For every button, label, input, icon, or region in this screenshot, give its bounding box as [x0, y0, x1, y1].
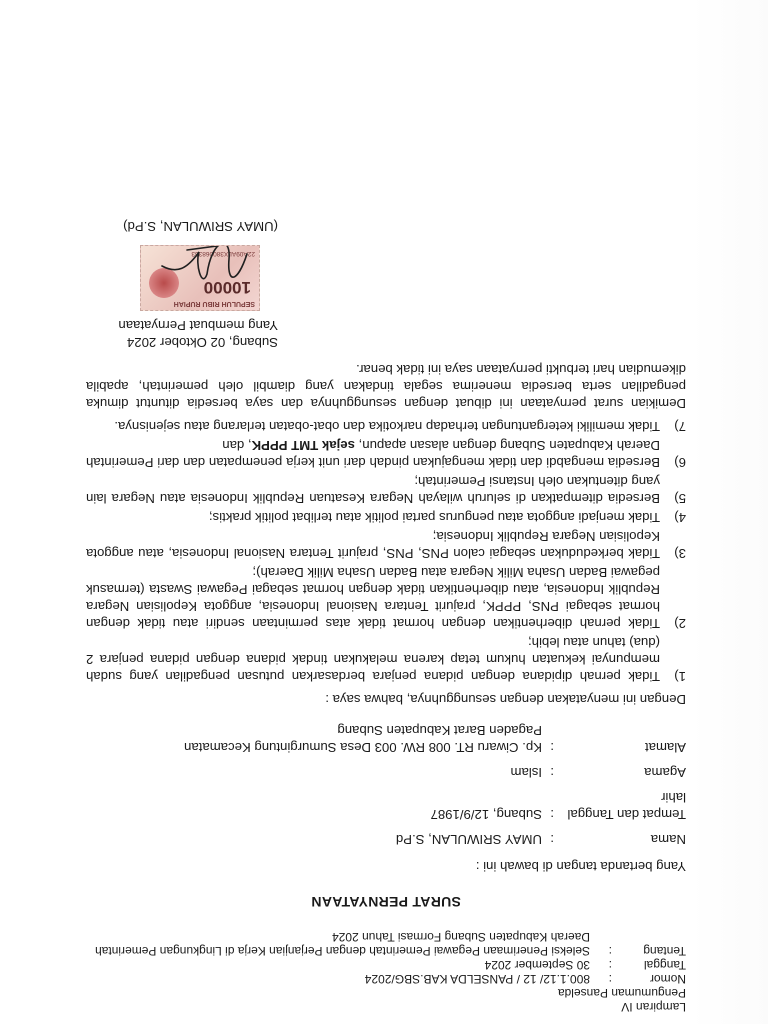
item-text-emphasis: sejak TMT PPPK [251, 438, 355, 453]
attachment-header [86, 930, 686, 1014]
header-colon: : [608, 972, 612, 986]
header-row-subject [86, 930, 686, 958]
stamp-code: 22A09ALX380068353 [191, 250, 255, 257]
field-religion [86, 764, 686, 781]
header-colon: : [608, 958, 612, 972]
item-text [86, 437, 660, 471]
header-value: 30 September 2024 [484, 958, 590, 972]
item-text: Tidak pernah dipidana dengan pidana penjara berdasarkan putusan pengadilan yang sudah mempunyai kekuatan hukum tetap karena melakukan tindak pidana dengan pidana penjara 2 (dua) tahun atau lebih; [86, 635, 660, 684]
item-text: Tidak berkedudukan sebagai calon PNS, PNS, prajurit Tentara Nasional Indonesia, atau anggota Kepolisian Negara Republik Indonesia; [86, 529, 660, 561]
field-birth [86, 789, 686, 823]
declaration-text: Dengan ini menyatakan dengan sesungguhnya, bahwa saya : [325, 692, 686, 707]
header-label: Tentang [643, 944, 686, 958]
announcement-label: Pengumuman Panselda [557, 986, 686, 1000]
field-value: UMAY SRIWULAN, S.Pd [395, 832, 542, 847]
field-address [86, 722, 686, 756]
field-colon: : [550, 765, 554, 780]
header-colon: : [608, 944, 612, 958]
header-value: 800.1.12/ 12 / PANSELDA KAB.SBG/2024 [364, 972, 590, 986]
item-text: Tidak memiliki ketergantungan terhadap narkotika dan obat-obatan terlarang atau sejenisnya. [114, 419, 660, 434]
handwritten-signature-icon [140, 245, 257, 297]
attachment-label: Lampiran IV [621, 1000, 686, 1014]
field-label: Alamat [644, 740, 686, 755]
item-number: 2) [674, 616, 686, 631]
field-colon: : [550, 832, 554, 847]
item-text: Bersedia ditempatkan di seluruh wilayah Negara Kesatuan Republik Indonesia atau Negara lain yang ditentukan oleh Instansi Pemerintah; [86, 474, 660, 506]
header-label: Tanggal [643, 958, 686, 972]
document-title: SURAT PERNYATAAN [311, 894, 461, 910]
signature-block [78, 218, 278, 351]
item-number: 3) [674, 546, 686, 561]
closing-paragraph: Demikian surat pernyataan ini dibuat dengan sesungguhnya dan saya bersedia dituntut dimuka pengadilan serta bersedia menerima segala tindakan yang diambil oleh pemerintah, apabila dikemudian hari terbukti pernyataan saya ini tidak benar. [86, 362, 686, 411]
list-item [86, 437, 686, 471]
item-number: 1) [674, 669, 686, 684]
field-label: Tempat dan Tanggal lahir [567, 790, 686, 822]
list-item [86, 418, 686, 435]
field-label: Nama [650, 832, 686, 847]
item-number: 5) [674, 491, 686, 506]
item-text: Tidak pernah diberhentikan dengan hormat tidak atas permintaan sendiri atau tidak dengan hormat sebagai PNS, PPPK, prajurit Tentara Nasional Indonesia, anggota Kepolisian Negara Republik Indonesia, atau diberhentikan tidak dengan hormat sebagai Pegawai Swasta (termasuk pegawai Badan Usaha Milik Negara atau Badan Usaha Milik Daerah); [86, 565, 660, 631]
list-item [86, 564, 686, 632]
signer-name: (UMAY SRIWULAN, S.Pd) [123, 219, 278, 234]
item-text-part: Bersedia mengabdi dan tidak mengajukan pindah dari unit kerja penempatan dan dari Pemerintah Daerah Kabupaten Subang dengan alasan apapun, [86, 438, 660, 470]
statement-list [86, 418, 686, 685]
address-line-2: Pagaden Barat Kabupaten Subang [337, 723, 542, 738]
field-colon: : [550, 740, 554, 755]
header-value: Seleksi Penerimaan Pegawai Pemerintah dengan Perjanjian Kerja di Lingkungan Pemerintah Daerah Kabupaten Subang Formasi Tahun 2024 [95, 930, 590, 958]
stamp-value: 10000 [203, 278, 251, 297]
field-name [86, 831, 686, 848]
field-colon: : [550, 807, 554, 822]
list-item [86, 473, 686, 507]
field-value [86, 722, 542, 756]
item-number: 7) [674, 419, 686, 434]
address-line-1: Kp. Ciwaru RT. 008 RW. 003 Desa Sumurgintung Kecamatan [184, 740, 542, 755]
header-row-date [86, 958, 686, 972]
item-text-part: , dan [222, 438, 252, 453]
place-date: Subang, 02 Oktober 2024 [126, 335, 278, 350]
field-value: Islam [510, 765, 542, 780]
list-item [86, 634, 686, 685]
item-number: 6) [674, 455, 686, 470]
stamp-header: SEPULUH RIBU RUPIAH [173, 300, 255, 307]
duty-stamp [140, 245, 260, 311]
statement-letter [86, 218, 686, 1014]
field-label: Agama [644, 765, 686, 780]
item-number: 4) [674, 510, 686, 525]
header-label: Nomor [649, 972, 686, 986]
list-item [86, 528, 686, 562]
header-row-number [86, 972, 686, 986]
item-text: Tidak menjadi anggota atau pengurus partai politik atau terlibat politik praktis; [208, 510, 660, 525]
intro-text: Yang bertanda tangan di bawah ini : [475, 859, 686, 874]
list-item [86, 509, 686, 526]
field-value: Subang, 12/9/1987 [430, 807, 542, 822]
signer-role: Yang membuat Pernyataan [118, 318, 278, 333]
